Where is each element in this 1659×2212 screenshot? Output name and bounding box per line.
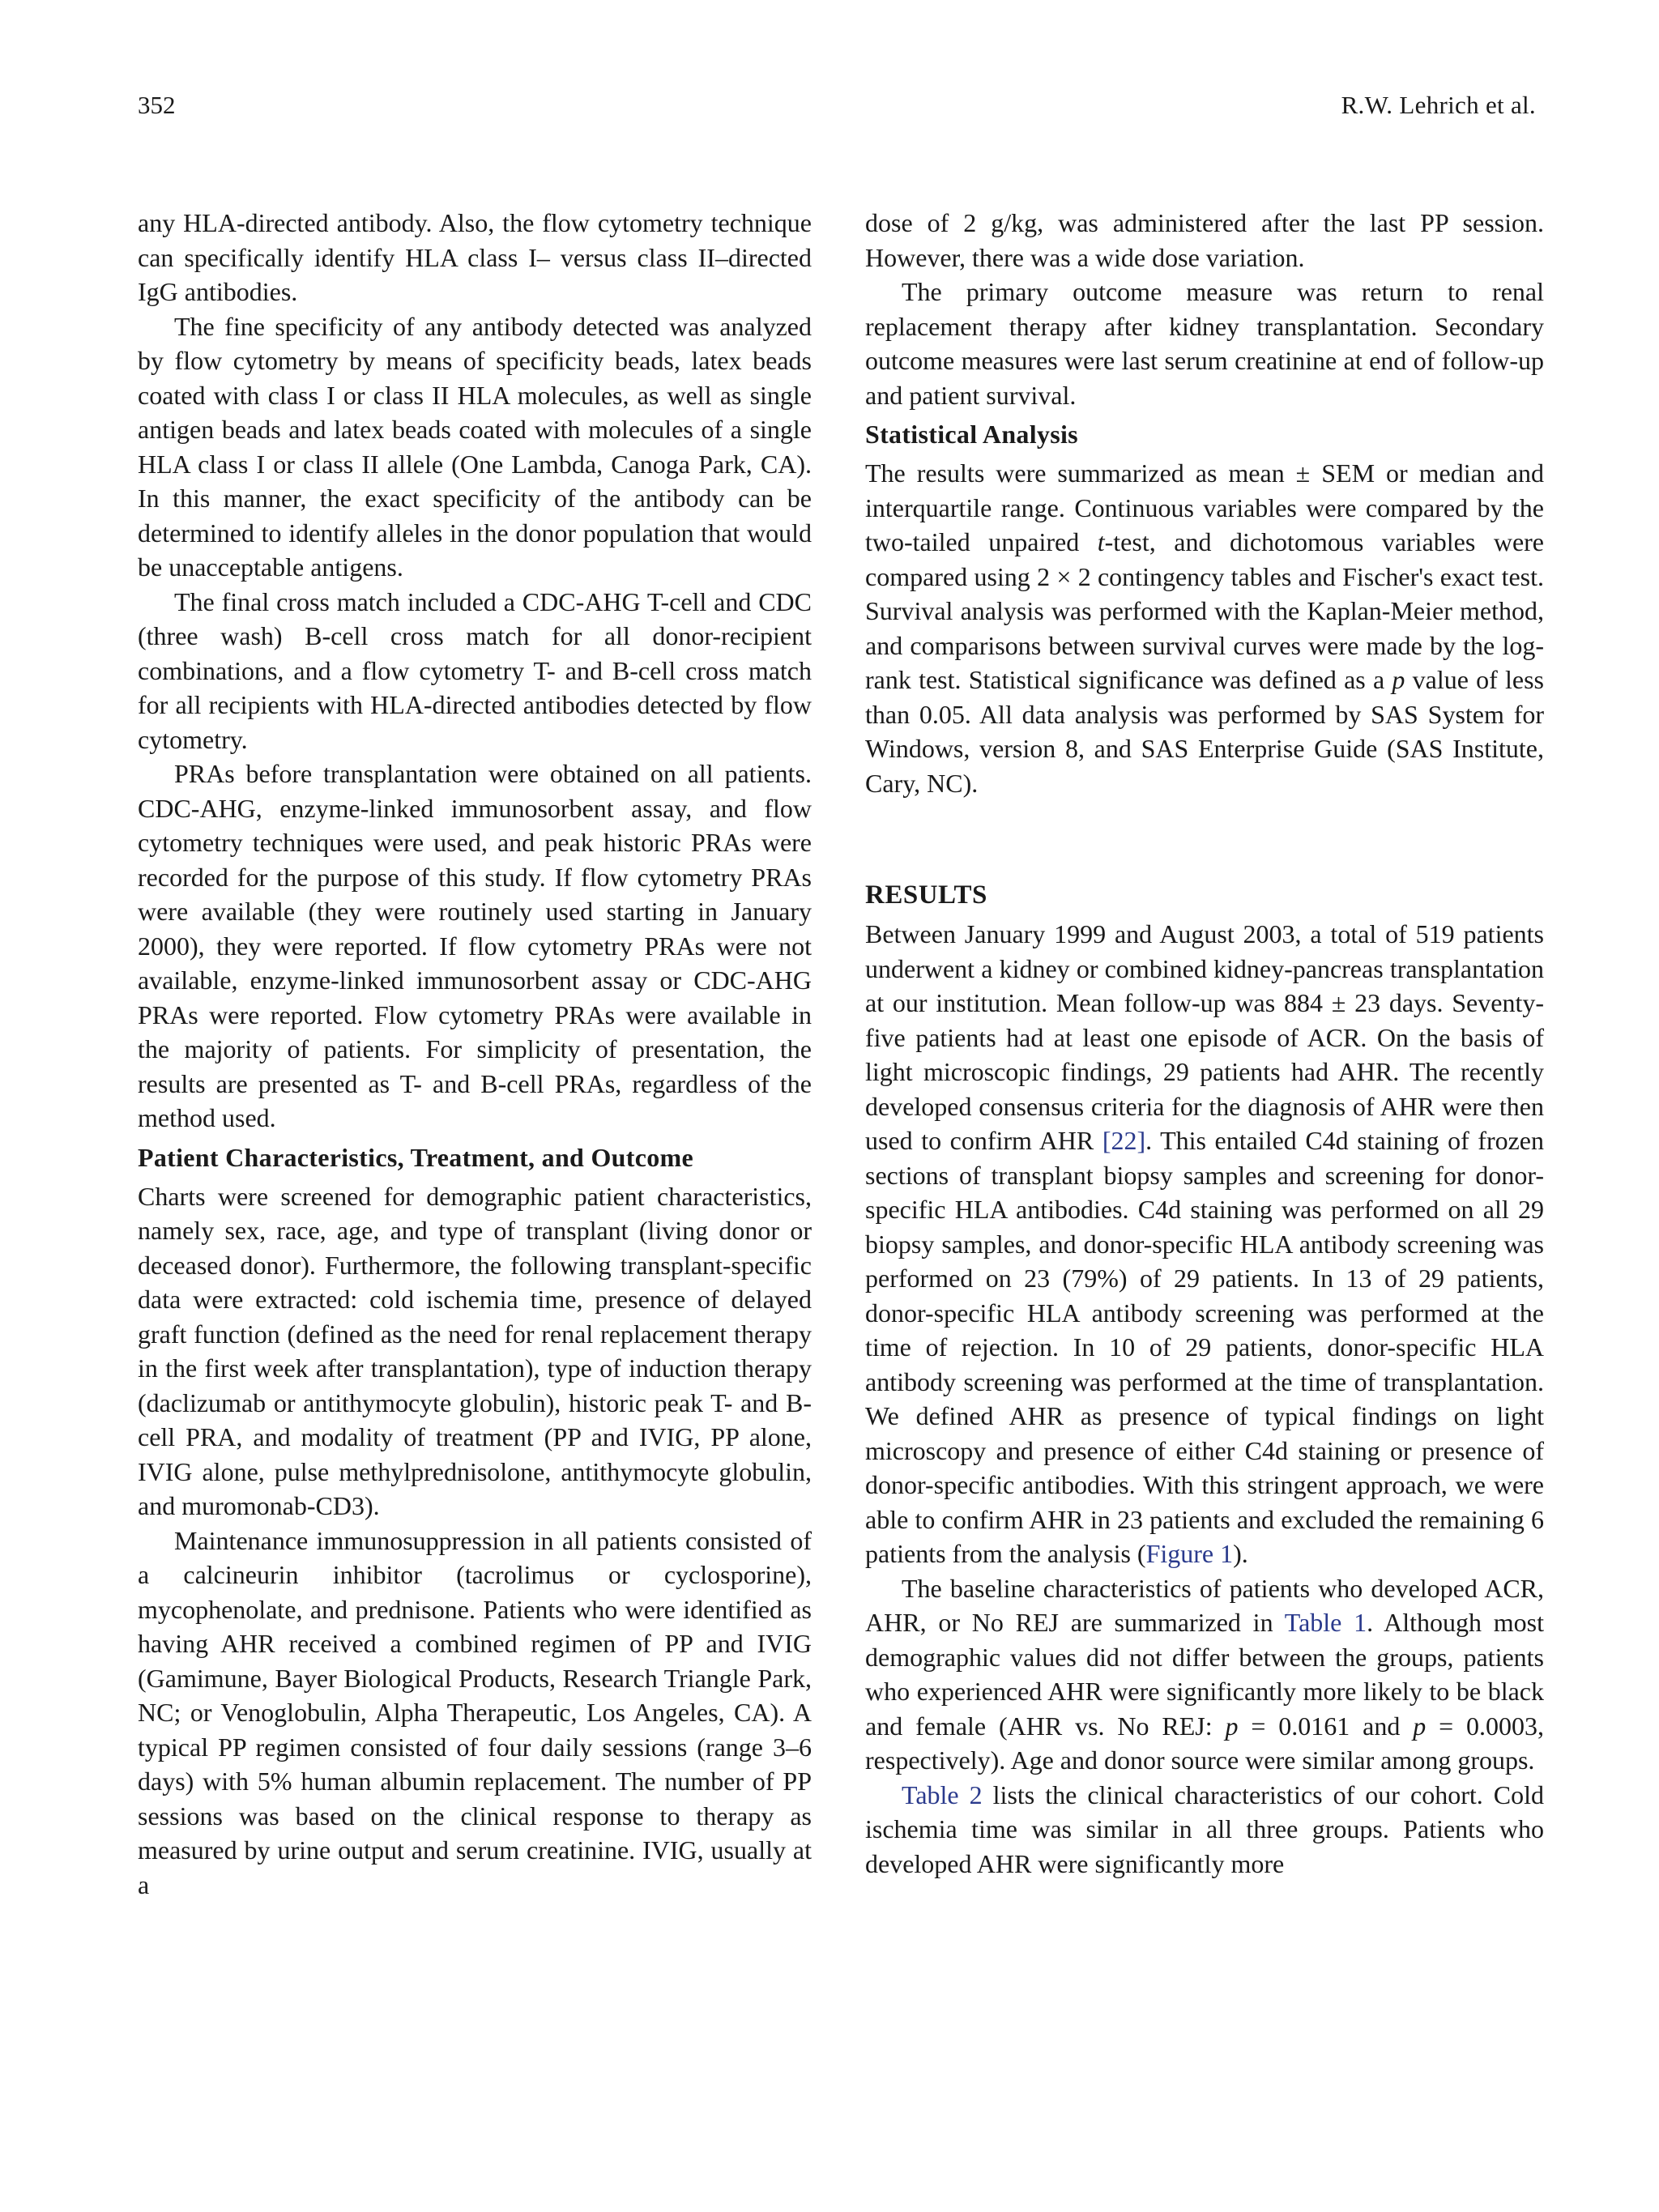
paragraph: any HLA-directed antibody. Also, the flow cytometry technique can specifically identify HLA class I– versus class II–directed IgG antibodies.: [138, 208, 812, 306]
paragraph: PRAs before transplantation were obtained on all patients. CDC-AHG, enzyme-linked immunosorbent assay, and flow cytometry techniques were used, and peak historic PRAs were recorded for the purpose of this study. If flow cytometry PRAs were available (they were routinely used starting in January 2000), they were reported. If flow cytometry PRAs were not available, enzyme-linked immunosorbent assay or CDC-AHG PRAs were reported. Flow cytometry PRAs were available in the majority of patients. For simplicity of presentation, the results are presented as T- and B-cell PRAs, regardless of the method used.: [138, 759, 812, 1132]
section-heading: Statistical Analysis: [865, 420, 1078, 449]
paragraph: Between January 1999 and August 2003, a total of 519 patients underwent a kidney or combined kidney-pancreas transplantation at our institution. Mean follow-up was 884 ± 23 days. Seventy-five patients had at least one episode of ACR. On the basis of light microscopic findings, 29 patients had AHR. The recently developed consensus criteria for the diagnosis of AHR were then used to confirm AHR [22]. This entailed C4d staining of frozen sections of transplant biopsy samples and screening for donor-specific HLA antibodies. C4d staining was performed on all 29 biopsy samples, and donor-specific HLA antibody screening was performed on 23 (79%) of 29 patients. In 13 of 29 patients, donor-specific HLA antibody screening was performed at the time of rejection. In 10 of 29 patients, donor-specific HLA antibody screening was performed at the time of transplantation. We defined AHR as presence of typical findings on light microscopy and presence of either C4d staining or presence of donor-specific antibodies. With this stringent approach, we were able to confirm AHR in 23 patients and excluded the remaining 6 patients from the analysis (Figure 1).: [865, 919, 1545, 1568]
table-link[interactable]: Table 2: [902, 1779, 983, 1809]
paragraph: Charts were screened for demographic patient characteristics, namely sex, race, age, and type of transplant (living donor or deceased donor). Furthermore, the following transplant-specific data were extracted: cold ischemia time, presence of delayed graft function (defined as the need for renal replacement therapy in the first week after transplantation), type of induction therapy (daclizumab or antithymocyte globulin), historic peak T- and B-cell PRA, and modality of treatment (PP and IVIG, PP alone, IVIG alone, pulse methylprednisolone, antithymocyte globulin, and muromonab-CD3).: [138, 1181, 812, 1520]
results-heading: RESULTS: [865, 880, 987, 910]
running-head-authors: R.W. Lehrich et al.: [1341, 91, 1536, 119]
paragraph: The primary outcome measure was return to renal replacement therapy after kidney transplantation. Secondary outcome measures were last serum creatinine at end of follow-up and patient survival.: [865, 277, 1544, 410]
paragraph: dose of 2 g/kg, was administered after the last PP session. However, there was a wide dose variation.: [865, 208, 1544, 272]
page-number: 352: [138, 91, 176, 119]
paragraph: Maintenance immunosuppression in all patients consisted of a calcineurin inhibitor (tacrolimus or cyclosporine), mycophenolate, and prednisone. Patients who were identified as having AHR received a combined regimen of PP and IVIG (Gamimune, Bayer Biological Products, Research Triangle Park, NC; or Venoglobulin, Alpha Therapeutic, Los Angeles, CA). A typical PP regimen consisted of four daily sessions (range 3–6 days) with 5% human albumin replacement. The number of PP sessions was based on the clinical response to therapy as measured by urine output and serum creatinine. IVIG, usually at a: [138, 1525, 812, 1899]
paragraph: The final cross match included a CDC-AHG T-cell and CDC (three wash) B-cell cross match for all donor-recipient combinations, and a flow cytometry T- and B-cell cross match for all recipients with HLA-directed antibodies detected by flow cytometry.: [138, 586, 812, 754]
paragraph: The baseline characteristics of patients who developed ACR, AHR, or No REJ are summarized in Table 1. Although most demographic values did not differ between the groups, patients who experienced AHR were significantly more likely to be black and female (AHR vs. No REJ: p = 0.0161 and p = 0.0003, respectively). Age and donor source were similar among groups.: [865, 1573, 1545, 1775]
figure-link[interactable]: Figure 1: [1145, 1539, 1234, 1568]
paragraph: The results were summarized as mean ± SEM or median and interquartile range. Continuous variables were compared by the two-tailed unpaired t-test, and dichotomous variables were compared using 2 × 2 contingency tables and Fischer's exact test. Survival analysis was performed with the Kaplan-Meier method, and comparisons between survival curves were made by the log-rank test. Statistical significance was defined as a p value of less than 0.05. All data analysis was performed by SAS System for Windows, version 8, and SAS Enterprise Guide (SAS Institute, Cary, NC).: [865, 458, 1545, 798]
section-heading: Patient Characteristics, Treatment, and Outcome: [138, 1142, 693, 1172]
reference-link[interactable]: [22]: [1102, 1126, 1146, 1155]
right-column: [865, 206, 1544, 1881]
left-column: [138, 206, 812, 1902]
paragraph: Table 2 lists the clinical characteristics of our cohort. Cold ischemia time was similar in all three groups. Patients who developed AHR were significantly more: [865, 1779, 1545, 1878]
table-link[interactable]: Table 1: [1284, 1608, 1367, 1637]
paragraph: The fine specificity of any antibody detected was analyzed by flow cytometry by means of specificity beads, latex beads coated with class I or class II HLA molecules, as well as single antigen beads and latex beads coated with molecules of a single HLA class I or class II allele (One Lambda, Canoga Park, CA). In this manner, the exact specificity of the antibody can be determined to identify alleles in the donor population that would be unacceptable antigens.: [138, 311, 812, 582]
running-header: [138, 91, 1536, 131]
